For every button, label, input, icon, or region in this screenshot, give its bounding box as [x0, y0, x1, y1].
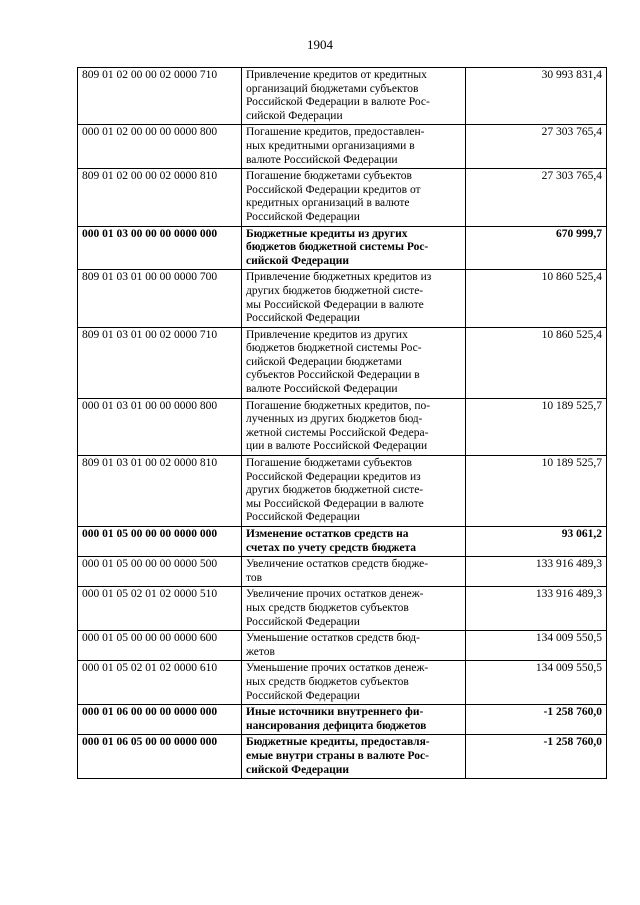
budget-classification-code: 000 01 03 01 00 00 0000 800	[78, 398, 242, 455]
budget-classification-code: 809 01 02 00 00 02 0000 810	[78, 169, 242, 226]
source-name-line: ных средств бюджетов субъектов	[246, 675, 409, 688]
source-name-line: Привлечение кредитов от кредитных	[246, 69, 427, 81]
source-name-line: валюте Российской Федерации	[246, 153, 398, 166]
budget-classification-code: 809 01 03 01 00 02 0000 710	[78, 327, 242, 398]
table-row	[78, 661, 607, 705]
source-name-line: сийской Федерации бюджетами	[246, 355, 402, 368]
source-name	[242, 169, 466, 226]
amount: 27 303 765,4	[466, 169, 607, 226]
amount: 10 189 525,7	[466, 398, 607, 455]
source-name-line: Погашение бюджетных кредитов, по-	[246, 399, 431, 412]
budget-classification-code: 000 01 05 00 00 00 0000 000	[78, 527, 242, 557]
source-name-line: других бюджетов бюджетной систе-	[246, 284, 424, 297]
amount: 27 303 765,4	[466, 125, 607, 169]
budget-classification-code: 000 01 02 00 00 00 0000 800	[78, 125, 242, 169]
amount: 134 009 550,5	[466, 661, 607, 705]
source-name-line: ных кредитными организациями в	[246, 139, 415, 152]
source-name-line: мы Российской Федерации в валюте	[246, 497, 424, 510]
source-name-line: нансирования дефицита бюджетов	[246, 719, 427, 732]
source-name	[242, 557, 466, 587]
source-name-line: субъектов Российской Федерации в	[246, 369, 420, 382]
source-name	[242, 270, 466, 327]
table-row	[78, 587, 607, 631]
source-name-line: Привлечение кредитов из других	[246, 328, 408, 341]
budget-classification-code: 000 01 05 00 00 00 0000 600	[78, 631, 242, 661]
source-name	[242, 398, 466, 455]
amount: 670 999,7	[466, 226, 607, 270]
source-name-line: тов	[246, 571, 263, 584]
source-name	[242, 631, 466, 661]
amount: 10 189 525,7	[466, 456, 607, 527]
source-name	[242, 527, 466, 557]
source-name	[242, 456, 466, 527]
table-row	[78, 398, 607, 455]
amount: 10 860 525,4	[466, 327, 607, 398]
source-name	[242, 226, 466, 270]
source-name-line: Иные источники внутреннего фи-	[246, 706, 424, 719]
source-name	[242, 735, 466, 779]
source-name-line: Погашение бюджетами субъектов	[246, 457, 412, 470]
budget-classification-code: 000 01 05 02 01 02 0000 610	[78, 661, 242, 705]
source-name-line: Уменьшение прочих остатков денеж-	[246, 662, 429, 675]
amount: 30 993 831,4	[466, 68, 607, 125]
table-row	[78, 270, 607, 327]
source-name	[242, 68, 466, 125]
source-name-line: валюте Российской Федерации	[246, 383, 398, 396]
amount: 93 061,2	[466, 527, 607, 557]
source-name-line: сийской Федерации	[246, 254, 349, 267]
budget-classification-code: 000 01 03 00 00 00 0000 000	[78, 226, 242, 270]
source-name-line: Погашение бюджетами субъектов	[246, 170, 412, 183]
source-name-line: Российской Федерации кредитов из	[246, 470, 421, 483]
table-row	[78, 705, 607, 735]
source-name-line: Уменьшение остатков средств бюд-	[246, 632, 420, 645]
table-row	[78, 68, 607, 125]
budget-classification-code: 000 01 05 00 00 00 0000 500	[78, 557, 242, 587]
source-name-line: Бюджетные кредиты из других	[246, 227, 408, 240]
source-name-line: кредитных организаций в валюте	[246, 197, 410, 210]
source-name	[242, 587, 466, 631]
amount: -1 258 760,0	[466, 735, 607, 779]
page-number: 1904	[307, 37, 333, 52]
source-name-line: Российской Федерации	[246, 511, 360, 524]
source-name-line: Увеличение прочих остатков денеж-	[246, 588, 424, 601]
budget-classification-code: 809 01 02 00 00 02 0000 710	[78, 68, 242, 125]
table-row	[78, 125, 607, 169]
source-name-line: Российской Федерации	[246, 689, 360, 702]
source-name-line: сийской Федерации	[246, 763, 349, 776]
table-body	[78, 68, 607, 779]
source-name-line: емые внутри страны в валюте Рос-	[246, 749, 429, 762]
source-name	[242, 125, 466, 169]
table-row	[78, 327, 607, 398]
budget-classification-code: 000 01 06 05 00 00 0000 000	[78, 735, 242, 779]
amount: 133 916 489,3	[466, 587, 607, 631]
amount: 134 009 550,5	[466, 631, 607, 661]
table-row	[78, 527, 607, 557]
source-name-line: Российской Федерации	[246, 312, 360, 325]
source-name-line: бюджетов бюджетной системы Рос-	[246, 241, 429, 254]
source-name-line: Российской Федерации кредитов от	[246, 183, 421, 196]
budget-classification-code: 809 01 03 01 00 00 0000 700	[78, 270, 242, 327]
table-row	[78, 456, 607, 527]
source-name-line: ции в валюте Российской Федерации	[246, 440, 428, 453]
table-row	[78, 735, 607, 779]
source-name-line: Российской Федерации в валюте Рос-	[246, 96, 430, 109]
source-name-line: Бюджетные кредиты, предоставля-	[246, 736, 430, 749]
table-row	[78, 169, 607, 226]
budget-sources-table	[77, 67, 607, 779]
budget-classification-code: 809 01 03 01 00 02 0000 810	[78, 456, 242, 527]
table-row	[78, 631, 607, 661]
source-name-line: жетной системы Российской Федера-	[246, 426, 429, 439]
source-name-line: сийской Федерации	[246, 109, 343, 122]
source-name-line: Увеличение остатков средств бюдже-	[246, 558, 429, 571]
source-name-line: организаций бюджетами субъектов	[246, 82, 419, 95]
source-name-line: Привлечение бюджетных кредитов из	[246, 271, 432, 284]
amount: -1 258 760,0	[466, 705, 607, 735]
source-name-line: Изменение остатков средств на	[246, 528, 409, 540]
source-name-line: других бюджетов бюджетной систе-	[246, 484, 424, 497]
budget-classification-code: 000 01 05 02 01 02 0000 510	[78, 587, 242, 631]
amount: 10 860 525,4	[466, 270, 607, 327]
amount: 133 916 489,3	[466, 557, 607, 587]
source-name-line: ных средств бюджетов субъектов	[246, 601, 409, 614]
table-row	[78, 557, 607, 587]
budget-classification-code: 000 01 06 00 00 00 0000 000	[78, 705, 242, 735]
source-name-line: жетов	[246, 645, 275, 658]
source-name	[242, 327, 466, 398]
source-name-line: Российской Федерации	[246, 615, 360, 628]
source-name	[242, 705, 466, 735]
source-name-line: мы Российской Федерации в валюте	[246, 298, 424, 311]
table-row	[78, 226, 607, 270]
source-name-line: Российской Федерации	[246, 210, 360, 223]
source-name-line: счетах по учету средств бюджета	[246, 541, 416, 554]
source-name-line: Погашение кредитов, предоставлен-	[246, 126, 425, 139]
source-name	[242, 661, 466, 705]
source-name-line: бюджетов бюджетной системы Рос-	[246, 342, 422, 355]
source-name-line: лученных из других бюджетов бюд-	[246, 413, 423, 426]
